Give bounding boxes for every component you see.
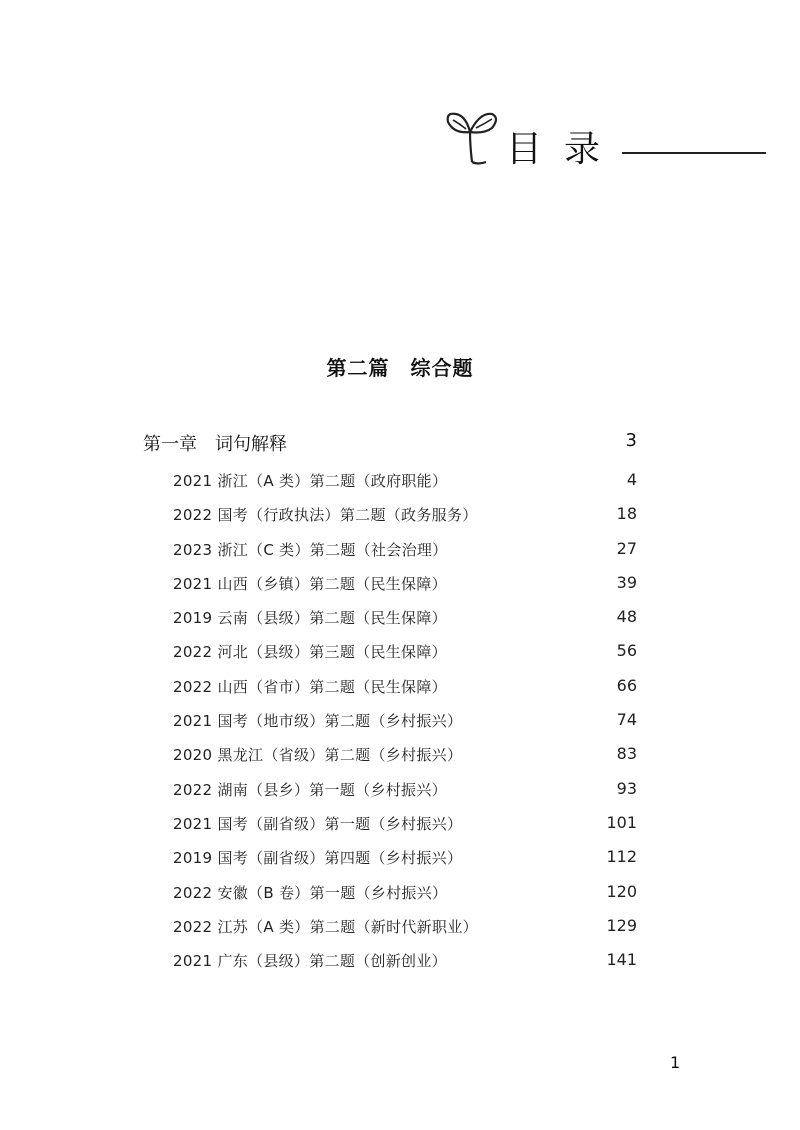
entry-page: 74: [616, 710, 637, 730]
entry-title: 2022 江苏（A 类）第二题（新时代新职业）: [173, 917, 478, 936]
entry-page: 4: [626, 470, 637, 489]
toc-entry[interactable]: [173, 878, 637, 912]
entry-title: 2020 黑龙江（省级）第二题（乡村振兴）: [173, 746, 463, 765]
toc-entry[interactable]: [173, 946, 637, 980]
entry-page: 120: [606, 881, 637, 901]
entry-title: 2022 安徽（B 卷）第一题（乡村振兴）: [173, 883, 448, 902]
entry-page: 27: [616, 538, 637, 558]
toc-entry[interactable]: [173, 740, 637, 774]
entry-title: 2021 国考（地市级）第二题（乡村振兴）: [173, 712, 463, 731]
chapter-page: 3: [625, 430, 637, 451]
toc-entry[interactable]: [173, 809, 637, 843]
entry-title: 2022 河北（县级）第三题（民生保障）: [173, 643, 447, 662]
toc-entry[interactable]: [173, 672, 637, 706]
toc-entry[interactable]: [173, 706, 637, 740]
entry-page: 66: [616, 675, 637, 695]
entry-page: 83: [616, 744, 637, 764]
entry-title: 2021 广东（县级）第二题（创新创业）: [173, 952, 447, 971]
entry-page: 18: [616, 504, 637, 524]
part-title: 第二篇 综合题: [326, 356, 474, 380]
toc-entry[interactable]: [173, 466, 637, 500]
toc-entry[interactable]: [173, 569, 637, 603]
entry-title: 2023 浙江（C 类）第二题（社会治理）: [173, 540, 448, 559]
chapter-row[interactable]: [143, 430, 637, 458]
entry-page: 48: [616, 607, 637, 627]
entry-title: 2021 浙江（A 类）第二题（政府职能）: [173, 472, 448, 490]
toc-entry[interactable]: [173, 843, 637, 877]
toc-entry[interactable]: [173, 603, 637, 637]
entry-title: 2019 云南（县级）第二题（民生保障）: [173, 609, 447, 628]
entry-page: 141: [606, 950, 637, 970]
toc-entry[interactable]: [173, 912, 637, 946]
chapter-title: 第一章 词句解释: [143, 434, 287, 455]
entry-page: 56: [616, 641, 637, 661]
entry-title: 2019 国考（副省级）第四题（乡村振兴）: [173, 849, 463, 868]
sprout-icon: [440, 100, 500, 170]
entry-page: 112: [606, 847, 637, 867]
toc-entry[interactable]: [173, 775, 637, 809]
toc-entry[interactable]: [173, 637, 637, 671]
toc-header: [440, 100, 770, 170]
page-title: 目录: [506, 129, 623, 170]
entry-page: 93: [616, 778, 637, 798]
entry-title: 2021 山西（乡镇）第二题（民生保障）: [173, 574, 447, 593]
toc-entry[interactable]: [173, 500, 637, 534]
entry-page: 129: [606, 915, 637, 935]
entry-title: 2021 国考（副省级）第一题（乡村振兴）: [173, 814, 463, 833]
entry-page: 39: [616, 572, 637, 592]
entry-title: 2022 山西（省市）第二题（民生保障）: [173, 677, 447, 696]
page-number: 1: [670, 1053, 681, 1072]
entry-title: 2022 湖南（县乡）第一题（乡村振兴）: [173, 780, 447, 799]
entry-title: 2022 国考（行政执法）第二题（政务服务）: [173, 506, 478, 525]
toc-entries: [173, 466, 637, 980]
title-rule: [622, 152, 766, 154]
entry-page: 101: [606, 812, 637, 832]
toc-entry[interactable]: [173, 535, 637, 569]
